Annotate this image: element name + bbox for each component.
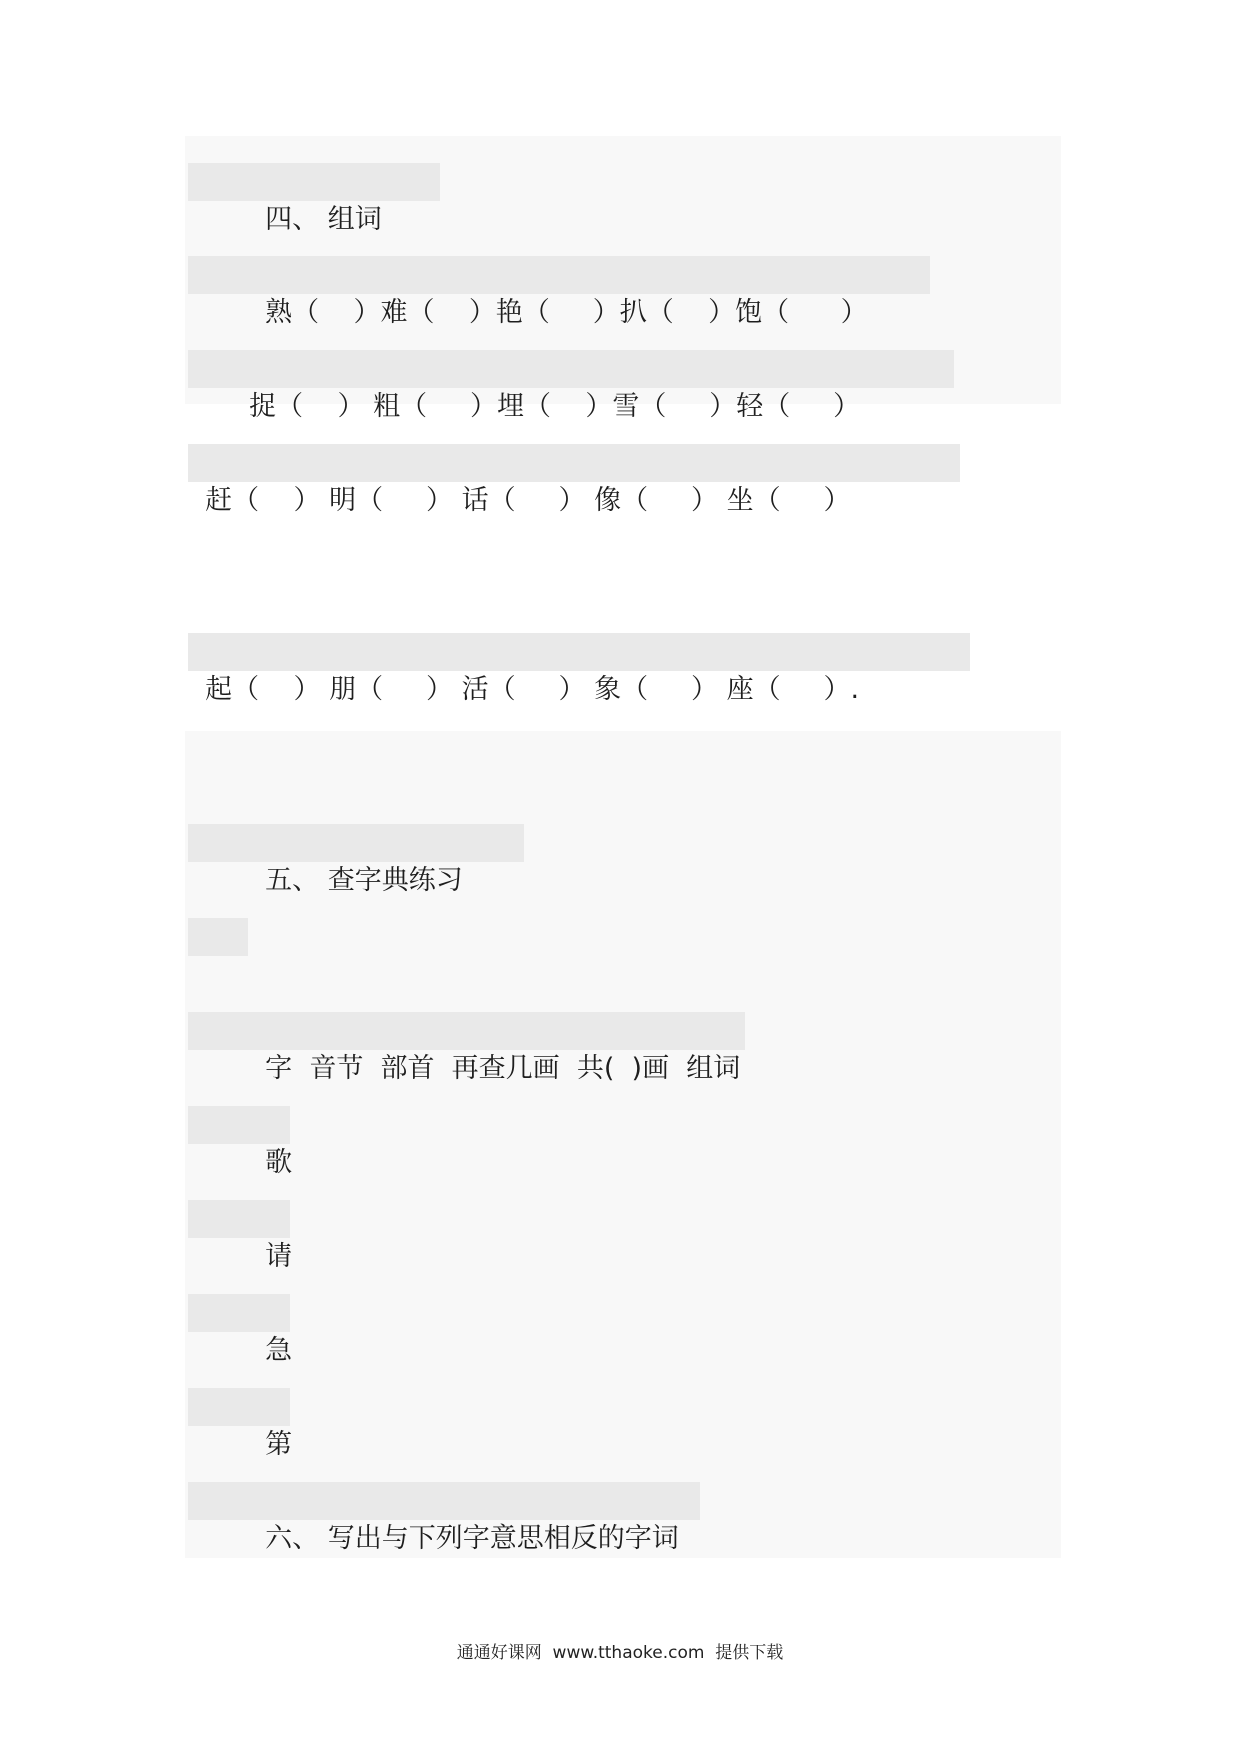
section-heading (188, 1482, 700, 1554)
word-row (188, 350, 954, 422)
table-header (188, 1012, 745, 1084)
section6-heading-text: 六、 写出与下列字意思相反的字词 (265, 1523, 679, 1554)
section-heading (188, 824, 524, 896)
dictionary-char: 第 (265, 1429, 293, 1460)
table-header-text: 字 音节 部首 再查几画 共( )画 组词 (265, 1053, 741, 1084)
word-row-text: 捉（ ） 粗（ ）埋（ ）雪（ ）轻（ ） (249, 391, 861, 422)
word-row-text: 熟（ ）难（ ）艳（ ）扒（ ）饱（ ） (265, 297, 868, 328)
section5-heading-text: 五、 查字典练习 (265, 865, 463, 896)
blank-line (188, 918, 248, 956)
dictionary-char: 歌 (265, 1147, 293, 1178)
dictionary-char: 请 (265, 1241, 293, 1272)
word-row-text: 起（ ） 朋（ ） 活（ ） 象（ ） 座（ ）. (205, 674, 860, 705)
word-row (188, 256, 930, 328)
dictionary-char: 急 (265, 1335, 293, 1366)
list-item (188, 1294, 293, 1366)
list-item (188, 1388, 293, 1460)
page-footer: 通通好课网 www.tthaoke.com 提供下载 (456, 1643, 784, 1663)
list-item (188, 1106, 293, 1178)
word-row (188, 633, 970, 705)
list-item (188, 1200, 293, 1272)
word-row-text: 赶（ ） 明（ ） 话（ ） 像（ ） 坐（ ） (205, 485, 851, 516)
section4-heading-text: 四、 组词 (265, 204, 382, 235)
word-row (188, 444, 960, 516)
section-heading (188, 163, 440, 235)
